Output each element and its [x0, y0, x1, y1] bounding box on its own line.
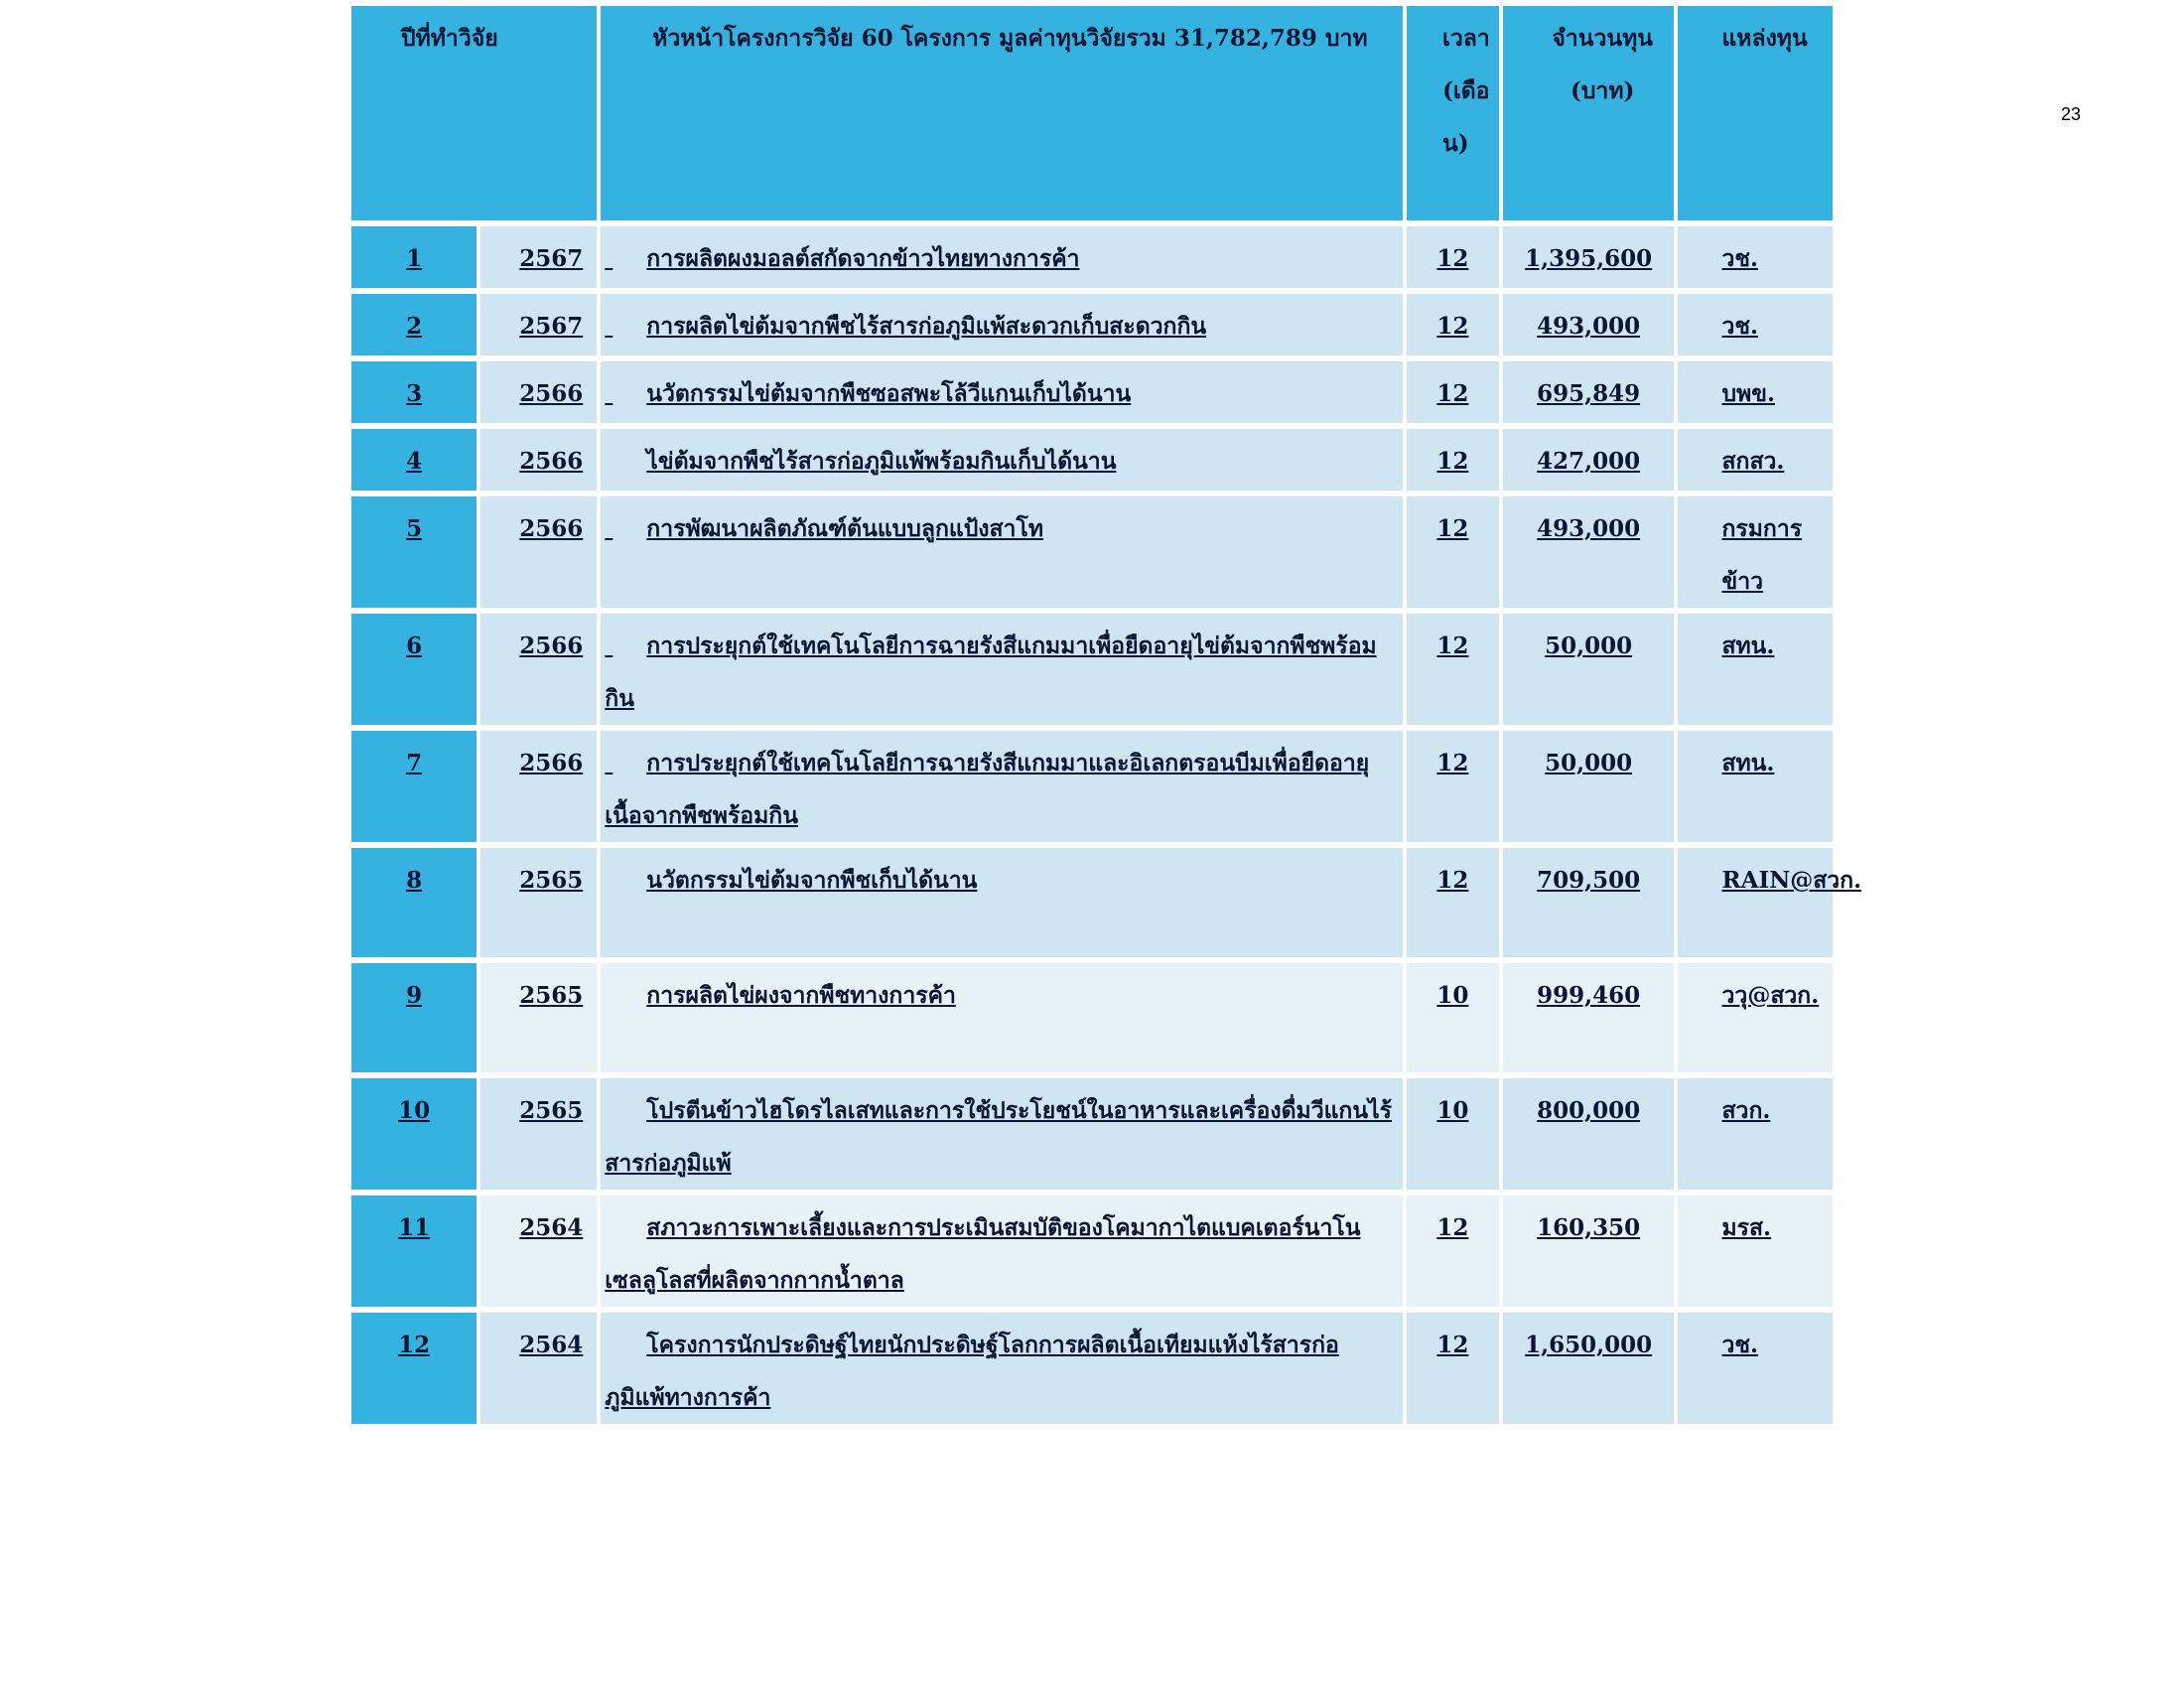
row-source-cell: [1678, 1313, 1833, 1424]
row-source-cell: [1678, 429, 1833, 491]
table-header-row: [351, 6, 1833, 220]
row-title: การผลิตผงมอลต์สกัดจากข้าวไทยทางการค้า: [646, 245, 1080, 272]
header-amount: จำนวนทุน (บาท): [1503, 6, 1675, 220]
row-months: 12: [1436, 633, 1469, 659]
table-row: [351, 1196, 1833, 1307]
row-months-cell: [1407, 1196, 1499, 1307]
title-indent: [605, 502, 646, 555]
row-source: สทน.: [1721, 750, 1775, 776]
row-number-cell: [351, 226, 477, 288]
title-indent: [605, 1319, 646, 1371]
row-number: 12: [398, 1332, 431, 1358]
table-row: [351, 361, 1833, 423]
row-amount: 1,650,000: [1525, 1332, 1653, 1358]
row-months-cell: [1407, 1078, 1499, 1190]
row-source-cell: [1678, 614, 1833, 725]
row-year-cell: [480, 226, 597, 288]
table-row: [351, 731, 1833, 842]
row-title: โปรตีนข้าวไฮโดรไลเสทและการใช้ประโยชน์ในอาหารและเครื่องดื่มวีแกนไร้สารก่อภูมิแพ้: [605, 1097, 1392, 1177]
header-source: แหล่งทุน: [1678, 6, 1833, 220]
row-amount-cell: [1503, 1078, 1675, 1190]
row-months: 12: [1436, 867, 1469, 894]
row-months: 12: [1436, 313, 1469, 340]
row-number-cell: [351, 614, 477, 725]
page-number: 23: [2061, 104, 2082, 124]
title-indent: [605, 232, 646, 285]
row-source-cell: [1678, 361, 1833, 423]
table-body: [351, 226, 1862, 1424]
row-amount-cell: [1503, 496, 1675, 608]
row-source-cell: [1678, 731, 1833, 842]
table-row: [351, 614, 1833, 725]
row-amount-cell: [1503, 614, 1675, 725]
row-title: ไข่ต้มจากพืชไร้สารก่อภูมิแพ้พร้อมกินเก็บได้นาน: [646, 448, 1117, 475]
row-year: 2567: [519, 313, 584, 340]
row-source-cell: [1678, 963, 1833, 1072]
row-amount-cell: [1503, 731, 1675, 842]
row-months-cell: [1407, 731, 1499, 842]
row-year: 2566: [519, 380, 584, 407]
row-year: 2566: [519, 633, 584, 659]
row-number-cell: [351, 1313, 477, 1424]
title-indent: [605, 435, 646, 488]
row-months: 12: [1436, 448, 1469, 475]
row-year-cell: [480, 848, 597, 957]
row-number: 10: [398, 1097, 431, 1124]
row-number-cell: [351, 1196, 477, 1307]
row-year: 2566: [519, 448, 584, 475]
row-amount-cell: [1503, 1196, 1675, 1307]
row-title: การประยุกต์ใช้เทคโนโลยีการฉายรังสีแกมมาเพื่อยืดอายุไข่ต้มจากพืชพร้อมกิน: [605, 633, 1377, 712]
row-number: 8: [406, 867, 423, 894]
header-year: ปีที่ทำวิจัย: [351, 6, 597, 220]
row-months-cell: [1407, 963, 1499, 1072]
row-title: การผลิตไข่ต้มจากพืชไร้สารก่อภูมิแพ้สะดวกเก็บสะดวกกิน: [646, 313, 1207, 340]
row-year: 2566: [519, 515, 584, 542]
table-row: [351, 848, 1833, 957]
row-amount-cell: [1503, 226, 1675, 288]
row-number: 5: [406, 515, 423, 542]
row-months: 12: [1436, 1332, 1469, 1358]
row-number-cell: [351, 496, 477, 608]
row-title-cell: [601, 294, 1403, 355]
table-row: [351, 1313, 1833, 1424]
table-row: [351, 1078, 1833, 1190]
row-months: 12: [1436, 750, 1469, 776]
row-amount: 695,849: [1537, 380, 1641, 407]
row-title-cell: [601, 496, 1403, 608]
row-title-cell: [601, 731, 1403, 842]
row-amount-cell: [1503, 1313, 1675, 1424]
row-amount: 50,000: [1545, 633, 1633, 659]
row-title-cell: [601, 226, 1403, 288]
row-amount: 427,000: [1537, 448, 1641, 475]
row-amount: 1,395,600: [1525, 245, 1653, 272]
row-number-cell: [351, 848, 477, 957]
row-year: 2567: [519, 245, 584, 272]
row-year-cell: [480, 294, 597, 355]
row-year-cell: [480, 1313, 597, 1424]
row-year-cell: [480, 496, 597, 608]
row-source: วช.: [1721, 245, 1759, 272]
row-amount-cell: [1503, 848, 1675, 957]
row-number: 6: [406, 633, 423, 659]
row-amount: 493,000: [1537, 313, 1641, 340]
row-amount: 709,500: [1537, 867, 1641, 894]
row-title: การผลิตไข่ผงจากพืชทางการค้า: [646, 982, 956, 1009]
title-indent: [605, 969, 646, 1022]
research-projects-table: [347, 0, 1862, 1430]
table-row: [351, 294, 1833, 355]
row-number-cell: [351, 361, 477, 423]
row-number: 9: [406, 982, 423, 1009]
row-year: 2566: [519, 750, 584, 776]
row-source-cell: [1678, 1078, 1833, 1190]
row-title-cell: [601, 361, 1403, 423]
title-indent: [605, 737, 646, 789]
row-title-cell: [601, 1196, 1403, 1307]
row-source-cell: [1678, 848, 1862, 957]
table-row: [351, 429, 1833, 491]
row-months: 12: [1436, 1214, 1469, 1241]
row-year-cell: [480, 614, 597, 725]
row-year-cell: [480, 963, 597, 1072]
row-months: 12: [1436, 515, 1469, 542]
row-amount: 800,000: [1537, 1097, 1641, 1124]
row-source: สทน.: [1721, 633, 1775, 659]
row-title: นวัตกรรมไข่ต้มจากพืชเก็บได้นาน: [646, 867, 978, 894]
row-title-cell: [601, 963, 1403, 1072]
row-year-cell: [480, 1078, 597, 1190]
row-number-cell: [351, 731, 477, 842]
row-source: RAIN@สวก.: [1721, 867, 1862, 894]
row-source: บพข.: [1721, 380, 1775, 407]
row-source: วช.: [1721, 1332, 1759, 1358]
title-indent: [605, 1201, 646, 1254]
row-source-cell: [1678, 226, 1833, 288]
row-number-cell: [351, 294, 477, 355]
row-number-cell: [351, 1078, 477, 1190]
header-duration: เวลา(เดือน): [1407, 6, 1499, 220]
row-source: สกสว.: [1721, 448, 1785, 475]
row-source: มรส.: [1721, 1214, 1772, 1241]
table-row: [351, 496, 1833, 608]
row-title: นวัตกรรมไข่ต้มจากพืชซอสพะโล้วีแกนเก็บได้นาน: [646, 380, 1132, 407]
row-title: การพัฒนาผลิตภัณฑ์ต้นแบบลูกแป้งสาโท: [646, 515, 1043, 542]
row-year-cell: [480, 361, 597, 423]
row-amount: 160,350: [1537, 1214, 1641, 1241]
row-title: โครงการนักประดิษฐ์ไทยนักประดิษฐ์โลกการผลิตเนื้อเทียมแห้งไร้สารก่อภูมิแพ้ทางการค้า: [605, 1332, 1339, 1411]
row-title-cell: [601, 614, 1403, 725]
table-row: [351, 226, 1833, 288]
row-title: การประยุกต์ใช้เทคโนโลยีการฉายรังสีแกมมาและอิเลกตรอนบีมเพื่อยืดอายุเนื้อจากพืชพร้อมกิน: [605, 750, 1370, 829]
row-amount-cell: [1503, 294, 1675, 355]
row-number: 2: [406, 313, 423, 340]
title-indent: [605, 854, 646, 907]
row-months-cell: [1407, 294, 1499, 355]
row-amount: 50,000: [1545, 750, 1633, 776]
title-indent: [605, 367, 646, 420]
row-year: 2565: [519, 982, 584, 1009]
row-title-cell: [601, 429, 1403, 491]
row-source-cell: [1678, 496, 1833, 608]
row-title-cell: [601, 848, 1403, 957]
row-months-cell: [1407, 429, 1499, 491]
header-title: หัวหน้าโครงการวิจัย 60 โครงการ มูลค่าทุนวิจัยรวม 31,782,789 บาท: [601, 6, 1403, 220]
row-months: 10: [1436, 1097, 1469, 1124]
row-title: สภาวะการเพาะเลี้ยงและการประเมินสมบัติของโคมากาไตแบคเตอร์นาโนเซลลูโลสที่ผลิตจากกากน้ำตาล: [605, 1214, 1361, 1294]
row-months-cell: [1407, 496, 1499, 608]
row-source-cell: [1678, 294, 1833, 355]
row-year: 2565: [519, 867, 584, 894]
row-source: วช.: [1721, 313, 1759, 340]
row-amount-cell: [1503, 963, 1675, 1072]
row-months: 10: [1436, 982, 1469, 1009]
row-amount-cell: [1503, 429, 1675, 491]
row-months: 12: [1436, 245, 1469, 272]
row-amount: 999,460: [1537, 982, 1641, 1009]
row-months-cell: [1407, 848, 1499, 957]
row-number: 11: [398, 1214, 431, 1241]
row-year: 2564: [519, 1332, 584, 1358]
row-months-cell: [1407, 226, 1499, 288]
row-amount: 493,000: [1537, 515, 1641, 542]
row-months-cell: [1407, 1313, 1499, 1424]
row-number: 4: [406, 448, 423, 475]
row-year: 2564: [519, 1214, 584, 1241]
row-source: ววุ@สวก.: [1721, 982, 1820, 1009]
title-indent: [605, 300, 646, 352]
row-number-cell: [351, 429, 477, 491]
row-source-cell: [1678, 1196, 1833, 1307]
row-number-cell: [351, 963, 477, 1072]
title-indent: [605, 1084, 646, 1137]
row-source: กรมการข้าว: [1721, 515, 1803, 595]
table-row: [351, 963, 1833, 1072]
row-year-cell: [480, 731, 597, 842]
row-year-cell: [480, 1196, 597, 1307]
row-amount-cell: [1503, 361, 1675, 423]
row-months: 12: [1436, 380, 1469, 407]
row-number: 3: [406, 380, 423, 407]
row-title-cell: [601, 1313, 1403, 1424]
row-number: 1: [406, 245, 423, 272]
title-indent: [605, 620, 646, 672]
row-year: 2565: [519, 1097, 584, 1124]
row-number: 7: [406, 750, 423, 776]
row-months-cell: [1407, 361, 1499, 423]
row-year-cell: [480, 429, 597, 491]
row-months-cell: [1407, 614, 1499, 725]
row-source: สวก.: [1721, 1097, 1771, 1124]
row-title-cell: [601, 1078, 1403, 1190]
